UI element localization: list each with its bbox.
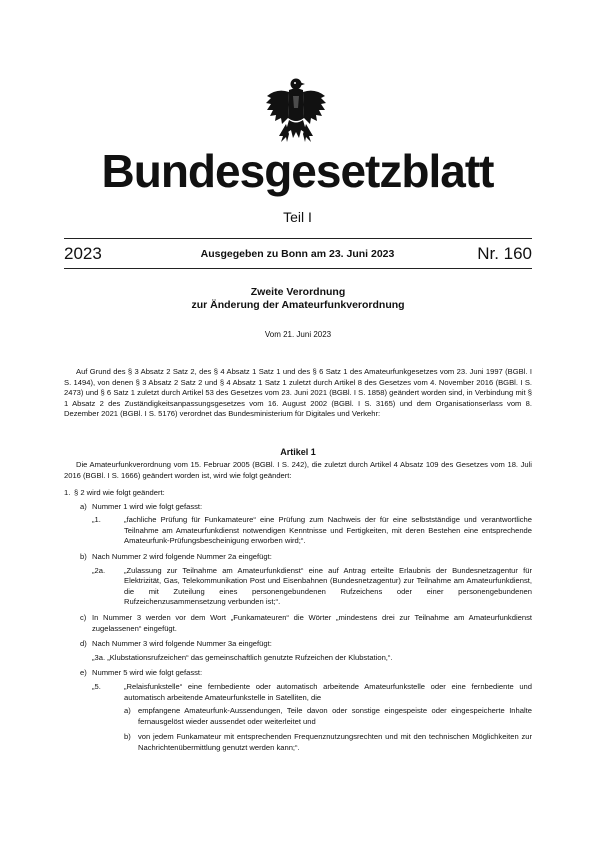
sub-item-text: empfangene Amateurfunk-Aussendungen, Teile davon oder sonstige eingespeiste oder eingespeicherte Inhalte fernausgelöst wieder aussendet oder weiterleitet und (138, 706, 532, 726)
item-text: Nach Nummer 3 wird folgende Nummer 3a eingefügt: (92, 639, 272, 649)
federal-eagle-icon (263, 74, 329, 150)
sub-item (64, 706, 532, 727)
sub-item (64, 732, 532, 753)
header-rule-top (64, 238, 532, 239)
quoted-provision (64, 682, 532, 703)
ordinance-title-line-2: zur Änderung der Amateurfunkverordnung (191, 299, 405, 311)
quoted-provision (64, 653, 532, 664)
sub-item-letter: a) (124, 706, 131, 716)
quote-number: „1. (92, 515, 101, 525)
quote-text: „Relaisfunkstelle“ eine fernbediente oder automatisch arbeitende Amateurfunkstelle oder eine fernbediente und automatisch arbeitende Amateurfunkstelle in Satelliten, die (124, 681, 532, 702)
issue-date-line: Ausgegeben zu Bonn am 23. Juni 2023 (200, 248, 395, 260)
quote-number: „5. (92, 681, 101, 691)
item-text: In Nummer 3 werden vor dem Wort „Funkamateuren“ die Wörter „mindestens drei zur Teilnahme am Amateurfunkdienst zugelassenen“ eingefügt. (92, 612, 532, 633)
list-item (64, 668, 532, 679)
masthead-part: Teil I (283, 209, 312, 225)
amendment-list (64, 488, 532, 753)
quoted-provision (64, 515, 532, 547)
ordinance-title (64, 286, 532, 312)
list-item (64, 552, 532, 563)
quote-text: „3a. „Klubstationsrufzeichen“ das gemeinschaftlich genutzte Rufzeichen der Klubstation,“. (92, 652, 393, 662)
quote-text: „fachliche Prüfung für Funkamateure“ eine Prüfung zum Nachweis der für eine selbstständige und verantwortliche Teilnahme am Amateurfunkdienst notwendigen Kenntnisse und Fertigkeiten, mit deren Bestehen eine entsprechende Amateurfunk-Prüfungsbescheinigung erworben wird;“. (124, 515, 532, 546)
item-text: Nummer 5 wird wie folgt gefasst: (92, 668, 203, 678)
preamble: Auf Grund des § 3 Absatz 2 Satz 2, des § 4 Absatz 1 Satz 1 und des § 6 Satz 1 des Amateurfunkgesetzes vom 23. Juni 1997 (BGBl. I S. 1494), von denen § 3 Absatz 2 Satz 2 und § 4 Absatz 1 Satz 1 zuletzt durch Artikel 8 des Gesetzes vom 4. November 2016 (BGBl. I S. 2473) und § 6 Satz 1 zuletzt durch Artikel 53 des Gesetzes vom 23. Juni 2021 (BGBl. I S. 1858) geändert worden sind, in Verbindung mit § 1 Absatz 2 des Zuständigkeitsanpassungsgesetzes vom 16. August 2002 (BGBl. I S. 3165) und dem Organisationserlass vom 8. Dezember 2021 (BGBl. I S. 5176) verordnet das Bundesministerium für Digitales und Verkehr: (64, 367, 532, 419)
quoted-provision (64, 566, 532, 608)
quote-text: „Zulassung zur Teilnahme am Amateurfunkdienst“ eine auf Antrag erteilte Erlaubnis der Bundesnetzagentur für Elektrizität, Gas, Telekommunikation Post und Eisenbahnen (Bundesnetzagentur) zur Teilnahme am Amateurfunkdienst, die mit Zuteilung eines personengebundenen Rufzeichens oder einer personengebundenen Rufzeichenzusammensetzung verbunden ist;“. (124, 565, 532, 607)
masthead-title: Bundesgesetzblatt (101, 145, 494, 197)
list-item (64, 613, 532, 634)
item-letter: d) (80, 639, 87, 649)
list-item (64, 502, 532, 513)
item-letter: c) (80, 612, 87, 622)
item-text: Nummer 1 wird wie folgt gefasst: (92, 501, 203, 511)
item-text: Nach Nummer 2 wird folgende Nummer 2a eingefügt: (92, 551, 272, 561)
item-letter: a) (80, 501, 87, 511)
header-rule-bottom (64, 268, 532, 269)
article-intro: Die Amateurfunkverordnung vom 15. Februar 2005 (BGBl. I S. 242), die zuletzt durch Artikel 4 Absatz 109 des Gesetzes vom 18. Juli 2016 (BGBl. I S. 1666) geändert worden ist, wird wie folgt geändert: (64, 460, 532, 480)
ordinance-date: Vom 21. Juni 2023 (264, 330, 332, 339)
item-text: § 2 wird wie folgt geändert: (74, 488, 165, 497)
issue-year: 2023 (64, 244, 102, 263)
item-letter: b) (80, 551, 87, 561)
ordinance-title-line-1: Zweite Verordnung (250, 286, 346, 298)
sub-item-text: von jedem Funkamateur mit entsprechenden Frequenznutzungsrechten und mit den technischen Möglichkeiten zur Nachrichtenübermittlung genutzt werden kann;“. (138, 732, 532, 752)
sub-item-letter: b) (124, 732, 131, 742)
list-item (64, 639, 532, 650)
item-letter: e) (80, 668, 87, 678)
issue-number: Nr. 160 (477, 244, 532, 263)
article-heading: Artikel 1 (280, 447, 316, 457)
item-number: 1. (64, 488, 71, 497)
quote-number: „2a. (92, 565, 106, 575)
list-item (64, 488, 532, 499)
